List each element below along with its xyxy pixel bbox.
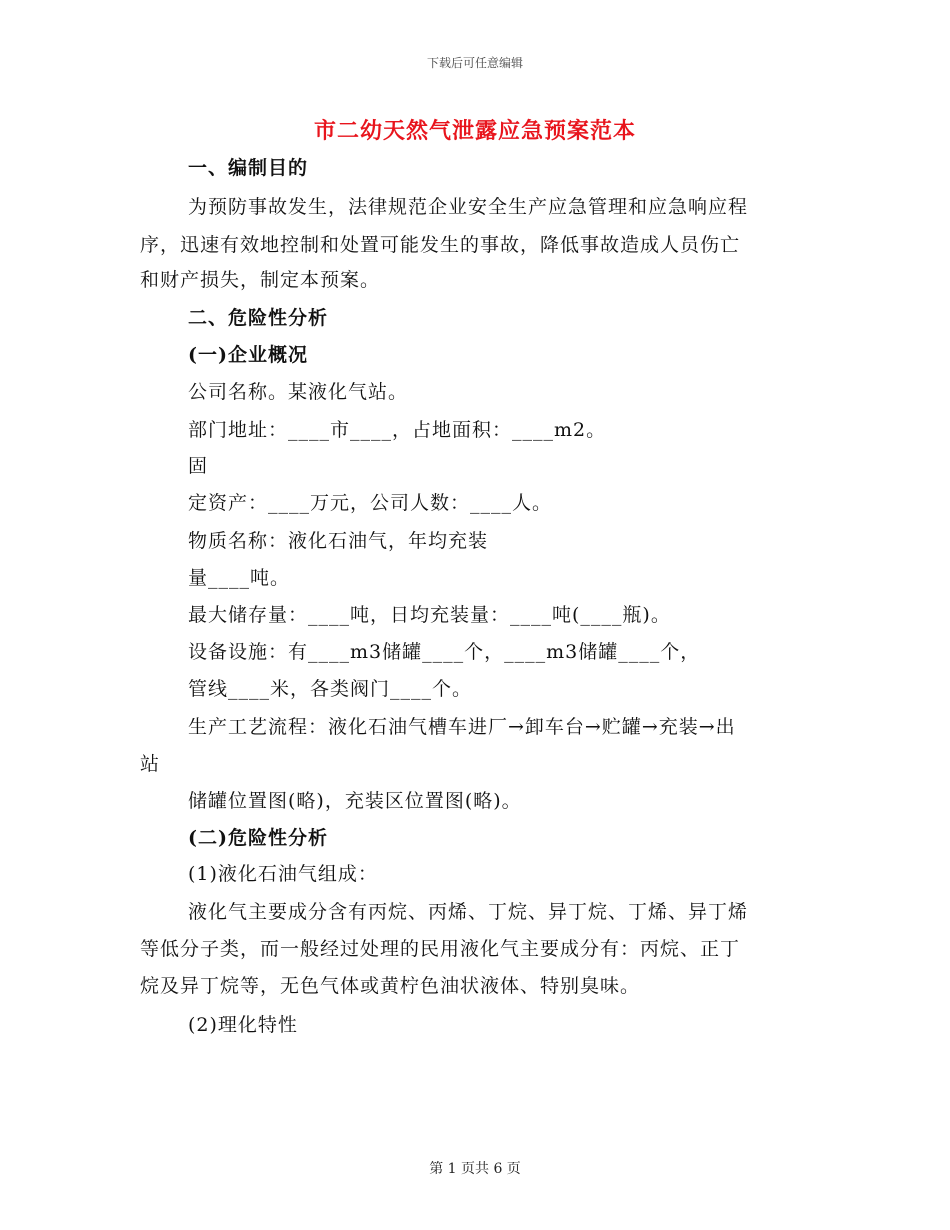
paragraph-line: 物质名称：液化石油气，年均充装 <box>188 530 489 552</box>
paragraph-line: 烷及异丁烷等，无色气体或黄柠色油状液体、特别臭味。 <box>140 975 641 997</box>
paragraph-line: (1)液化石油气组成： <box>188 863 378 885</box>
paragraph-line: 量____吨。 <box>188 567 291 589</box>
subsection-heading: (二)危险性分析 <box>188 827 328 849</box>
paragraph-line: 设备设施：有____m3储罐____个，____m3储罐____个， <box>188 641 701 663</box>
paragraph-line: 公司名称。某液化气站。 <box>188 381 409 403</box>
paragraph-line: 等低分子类，而一般经过处理的民用液化气主要成分有：丙烷、正丁 <box>140 938 741 960</box>
paragraph-line: 最大储存量：____吨，日均充装量：____吨(____瓶)。 <box>188 604 671 626</box>
page-header: 下载后可任意编辑 <box>426 56 523 70</box>
paragraph-line: 固 <box>188 455 209 477</box>
paragraph-line: 部门地址：____市____，占地面积：____m2。 <box>188 419 607 441</box>
page-footer: 第 1 页共 6 页 <box>429 1161 521 1177</box>
document-title: 市二幼天然气泄露应急预案范本 <box>313 118 636 144</box>
paragraph-line: 和财产损失，制定本预案。 <box>140 269 381 291</box>
paragraph-line: (2)理化特性 <box>188 1014 298 1036</box>
paragraph-line: 管线____米，各类阀门____个。 <box>188 678 473 700</box>
subsection-heading: (一)企业概况 <box>188 344 308 366</box>
paragraph-line: 液化气主要成分含有丙烷、丙烯、丁烷、异丁烷、丁烯、异丁烯 <box>188 901 749 923</box>
paragraph-line: 序，迅速有效地控制和处置可能发生的事故，降低事故造成人员伤亡 <box>140 234 741 256</box>
paragraph-line: 为预防事故发生，法律规范企业安全生产应急管理和应急响应程 <box>188 196 749 218</box>
paragraph-line: 储罐位置图(略)，充装区位置图(略)。 <box>188 790 522 812</box>
section-heading-2: 二、危险性分析 <box>188 307 329 329</box>
paragraph-line: 生产工艺流程：液化石油气槽车进厂→卸车台→贮罐→充装→出 <box>188 716 736 738</box>
section-heading-1: 一、编制目的 <box>188 157 309 179</box>
paragraph-line: 定资产：____万元，公司人数：____人。 <box>188 492 553 514</box>
paragraph-line: 站 <box>140 753 161 775</box>
